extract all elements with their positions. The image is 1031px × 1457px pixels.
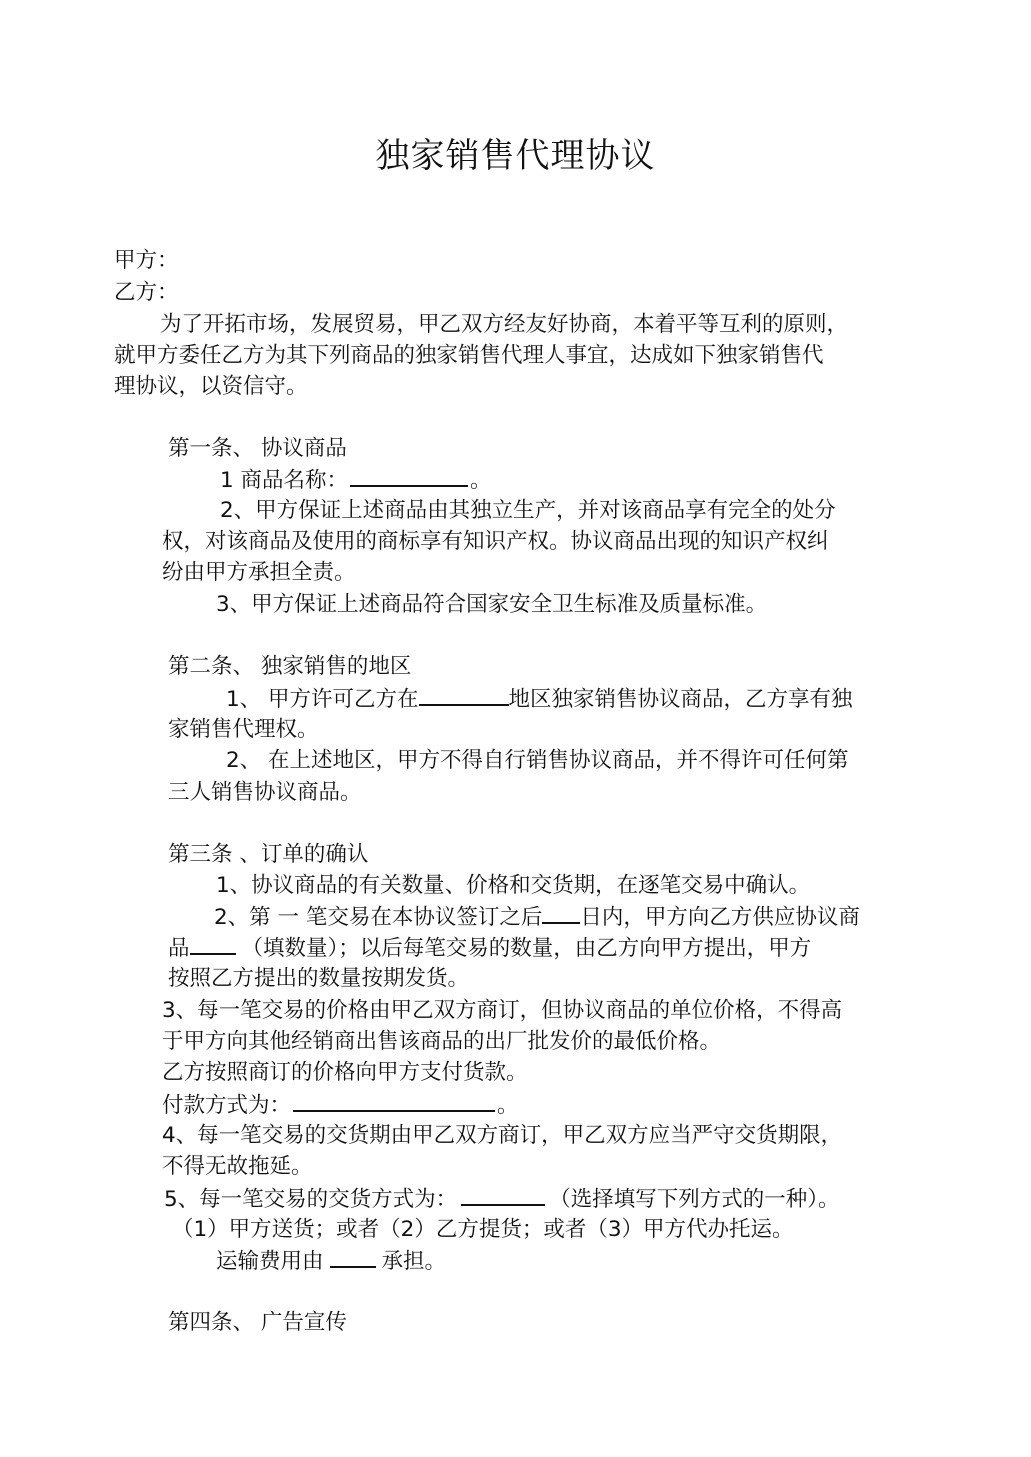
article-3-item-4-line-1: 4、每一笔交易的交货期由甲乙双方商订，甲乙双方应当严守交货期限，: [162, 1123, 843, 1148]
article-3-item-4-line-2: 不得无故拖延。: [162, 1154, 313, 1179]
freight-line: [216, 1246, 446, 1277]
article-1-item-3: 3、甲方保证上述商品符合国家安全卫生标准及质量标准。: [216, 592, 768, 617]
article-1-item-1: [220, 465, 492, 496]
preamble-line-2: 就甲方委任乙方为其下列商品的独家销售代理人事宜，达成如下独家销售代: [114, 343, 824, 368]
quantity-blank[interactable]: [190, 933, 236, 955]
article-3-item-1: 1、协议商品的有关数量、价格和交货期，在逐笔交易中确认。: [216, 873, 811, 898]
preamble-line-1: 为了开拓市场，发展贸易，甲乙双方经友好协商，本着平等互利的原则，: [160, 312, 849, 337]
article-3-item-3-line-3: 乙方按照商订的价格向甲方支付货款。: [162, 1060, 528, 1085]
article-1-item-2-line-3: 纷由甲方承担全责。: [162, 560, 356, 585]
article-1-item-2-line-1: 2、甲方保证上述商品由其独立生产，并对该商品享有完全的处分: [220, 498, 836, 523]
article-3-item-2-line-1: [214, 902, 860, 933]
preamble-line-3: 理协议，以资信守。: [114, 374, 308, 399]
freight-blank[interactable]: [330, 1246, 376, 1268]
article-1-heading: 第一条、 协议商品: [168, 436, 347, 461]
product-name-label: 1 商品名称：: [220, 468, 349, 493]
payment-method-label: 付款方式为：: [162, 1093, 292, 1118]
delivery-options: （1）甲方送货；或者（2）乙方提货；或者（3）甲方代办托运。: [172, 1217, 794, 1242]
period: 。: [470, 468, 492, 493]
article-3-item-2-line-2: [168, 933, 811, 964]
article-3-item-2-prefix: 2、第 一 笔交易在本协议签订之后: [214, 905, 543, 930]
article-3-item-3-line-2: 于甲方向其他经销商出售该商品的出厂批发价的最低价格。: [162, 1029, 722, 1054]
days-blank[interactable]: [542, 902, 580, 924]
payment-method-blank[interactable]: [293, 1090, 495, 1112]
delivery-method-note: （选择填写下列方式的一种）。: [549, 1187, 840, 1212]
article-4-heading: 第四条、 广告宣传: [168, 1310, 347, 1335]
period: 。: [497, 1093, 519, 1118]
article-2-item-2-line-2: 三人销售协议商品。: [168, 780, 362, 805]
article-3-item-2-line-3: 按照乙方提出的数量按期发货。: [168, 966, 470, 991]
article-3-item-5: [164, 1184, 839, 1215]
article-3-item-2-line-2-suffix: （填数量）；以后每笔交易的数量，由乙方向甲方提出，甲方: [241, 936, 812, 961]
freight-label: 运输费用由: [216, 1249, 324, 1274]
delivery-method-blank[interactable]: [461, 1184, 545, 1206]
article-3-item-2-line-2-prefix: 品: [168, 936, 190, 961]
article-2-item-1: [226, 684, 853, 715]
party-a-label: 甲方：: [114, 248, 179, 273]
party-b-label: 乙方：: [114, 280, 179, 305]
article-2-item-1-prefix: 1、 甲方许可乙方在: [226, 687, 419, 712]
payment-method-line: [162, 1090, 519, 1121]
region-blank[interactable]: [419, 684, 509, 706]
document-title: 独家销售代理协议: [375, 136, 656, 176]
article-3-item-3-line-1: 3、每一笔交易的价格由甲乙双方商订，但协议商品的单位价格，不得高: [162, 998, 843, 1023]
product-name-blank[interactable]: [350, 465, 468, 487]
article-2-item-1-suffix: 地区独家销售协议商品，乙方享有独: [508, 687, 853, 712]
delivery-method-label: 5、每一笔交易的交货方式为：: [164, 1187, 458, 1212]
article-2-item-1-cont: 家销售代理权。: [168, 717, 319, 742]
article-3-heading: 第三条 、订单的确认: [168, 842, 369, 867]
article-3-item-2-mid: 日内，甲方向乙方供应协议商: [580, 905, 860, 930]
article-2-item-2-line-1: 2、 在上述地区，甲方不得自行销售协议商品，并不得许可任何第: [226, 748, 849, 773]
freight-suffix: 承担。: [381, 1249, 447, 1274]
article-1-item-2-line-2: 权，对该商品及使用的商标享有知识产权。协议商品出现的知识产权纠: [162, 529, 829, 554]
article-2-heading: 第二条、 独家销售的地区: [168, 654, 412, 679]
